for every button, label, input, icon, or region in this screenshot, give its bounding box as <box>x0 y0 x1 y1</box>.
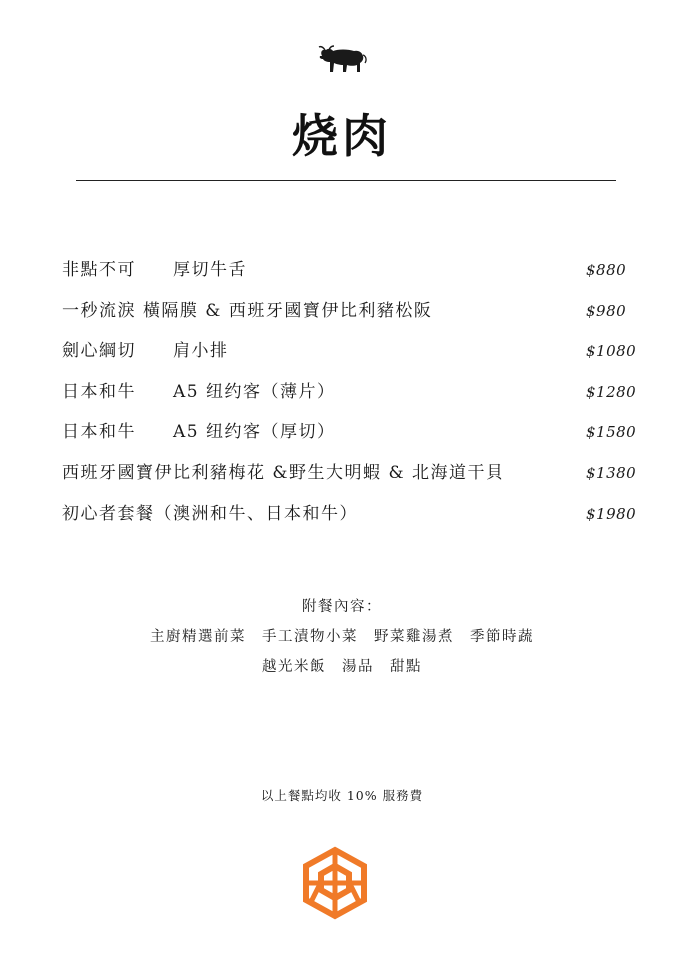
side-dishes-line-1: 主廚精選前菜 手工漬物小菜 野菜雞湯煮 季節時蔬 <box>150 629 534 645</box>
menu-item-name: 一秒流淚 橫隔膜 & 西班牙國寶伊比利豬松阪 <box>62 300 433 321</box>
side-dishes-heading: 附餐內容： <box>302 599 382 615</box>
menu-item-price: $1580 <box>586 423 637 442</box>
list-item <box>62 457 642 498</box>
menu-item-name: 西班牙國寶伊比利豬梅花 &野生大明蝦 & 北海道干貝 <box>62 462 505 483</box>
list-item <box>62 498 642 539</box>
side-dishes <box>0 592 684 682</box>
menu-item-price: $880 <box>586 261 627 279</box>
list-item <box>62 335 642 376</box>
menu-list <box>62 254 642 538</box>
menu-item-price: $1080 <box>586 342 637 361</box>
menu-item-price: $1980 <box>586 504 637 523</box>
service-charge-note: 以上餐點均收 10% 服務費 <box>260 788 424 803</box>
menu-item-price: $1280 <box>586 382 637 401</box>
menu-item-price: $1380 <box>586 463 637 482</box>
menu-item-name: 初心者套餐（澳洲和牛、日本和牛） <box>62 503 358 524</box>
list-item <box>62 254 642 295</box>
list-item <box>62 376 642 417</box>
list-item <box>62 416 642 457</box>
menu-item-name: 劍心綱切 肩小排 <box>62 341 229 362</box>
menu-item-name: 非點不可 厚切牛舌 <box>62 260 247 280</box>
menu-item-price: $980 <box>586 301 627 320</box>
hexagon-logo-icon <box>302 846 368 920</box>
page-title: 烧肉 <box>292 109 392 163</box>
menu-item-name: 日本和牛 A5 纽约客（薄片） <box>62 381 336 402</box>
list-item <box>62 295 642 336</box>
side-dishes-line-2: 越光米飯 湯品 甜點 <box>262 659 422 675</box>
menu-item-name: 日本和牛 A5 纽约客（厚切） <box>62 422 336 443</box>
title-divider <box>76 180 616 181</box>
bull-icon <box>316 42 368 76</box>
